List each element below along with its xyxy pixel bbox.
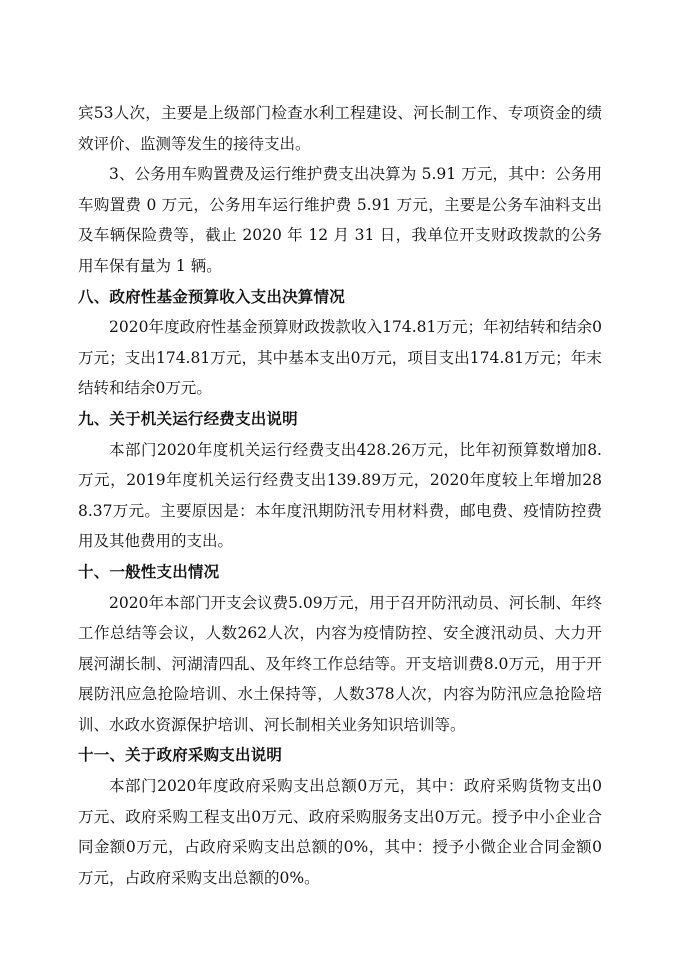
paragraph-operating-expenses: 本部门2020年度机关运行经费支出428.26万元，比年初预算数增加8.万元，2019年度机关运行经费支出139.89万元，2020年度较上年增加288.37万元。主要原因是：本年度汛期防汛专用材料费，邮电费、疫情防控费用及其他费用的支出。 (78, 440, 602, 551)
paragraph-government-procurement: 本部门2020年度政府采购支出总额0万元，其中：政府采购货物支出0万元、政府采购工程支出0万元、政府采购服务支出0万元。授予中小企业合同金额0万元，占政府采购支出总额的0%，其中：授予小微企业合同金额0万元，占政府采购支出总额的0%。 (78, 777, 602, 887)
heading-government-fund-budget: 八、政府性基金预算收入支出决算情况 (78, 287, 345, 306)
heading-general-expenses: 十、一般性支出情况 (78, 562, 220, 581)
heading-government-procurement: 十一、关于政府采购支出说明 (78, 746, 283, 765)
document-body (78, 98, 602, 893)
paragraph-government-fund-budget: 2020年度政府性基金预算财政拨款收入174.81万元；年初结转和结余0万元；支出174.81万元，其中基本支出0万元，项目支出174.81万元；年末结转和结余0万元。 (78, 318, 602, 398)
paragraph-reception-continued: 宾53人次，主要是上级部门检查水利工程建设、河长制工作、专项资金的绩效评价、监测等发生的接待支出。 (78, 104, 602, 153)
heading-operating-expenses: 九、关于机关运行经费支出说明 (78, 409, 298, 428)
paragraph-official-vehicle: 3、公务用车购置费及运行维护费支出决算为 5.91 万元，其中：公务用车购置费 0 万元，公务用车运行维护费 5.91 万元，主要是公务车油料支出及车辆保险费等，截止 2020 年 12 月 31 日，我单位开支财政拨款的公务用车保有量为 1 辆。 (78, 165, 602, 275)
paragraph-general-expenses: 2020年本部门开支会议费5.09万元，用于召开防汛动员、河长制、年终工作总结等会议，人数262人次，内容为疫情防控、安全渡汛动员、大力开展河湖长制、河湖清四乱、及年终工作总结等。开支培训费8.0万元，用于开展防汛应急抢险培训、水土保持等，人数378人次，内容为防汛应急抢险培训、水政水资源保护培训、河长制相关业务知识培训等。 (78, 593, 602, 734)
